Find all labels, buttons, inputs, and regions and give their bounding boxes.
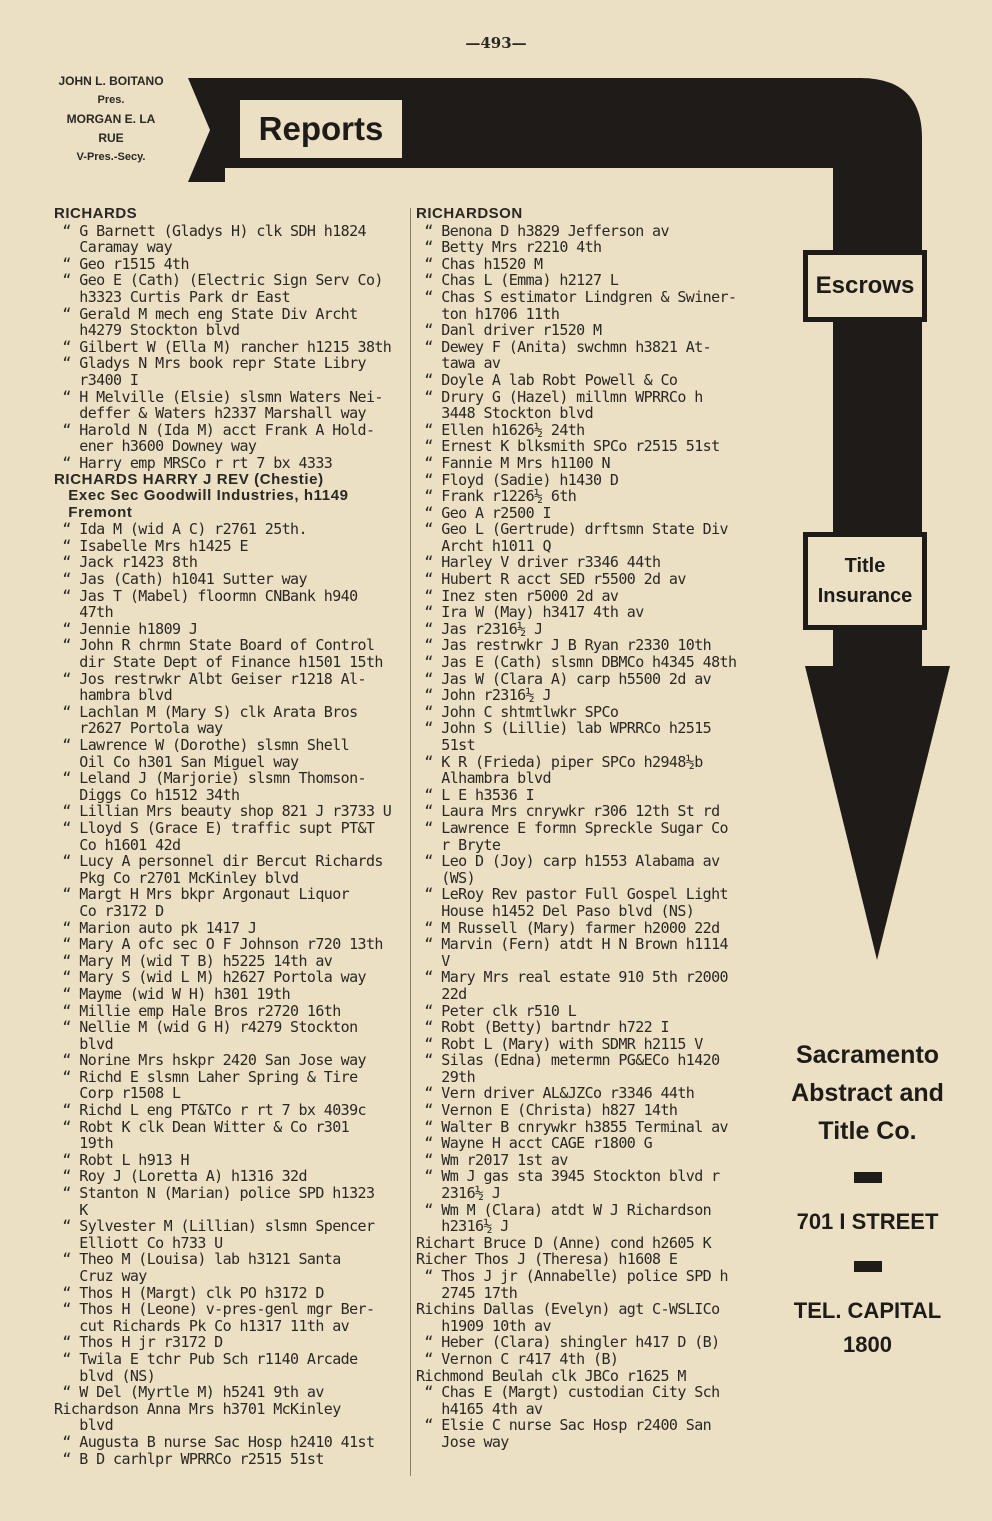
page-number: —493— [465, 34, 527, 52]
directory-entry: “ Harley V driver r3346 44th [416, 553, 661, 572]
directory-entry: “ Wm r2017 1st av [416, 1150, 568, 1169]
directory-entry: “ John r2316½ J [416, 686, 551, 705]
directory-entry: “ Harold N (Ida M) acct Frank A Hold- ener h3600 Downey way [62, 420, 375, 456]
directory-entry: “ Leo D (Joy) carp h1553 Alabama av (WS) [424, 852, 720, 887]
directory-entry: “ Margt H Mrs bkpr Argonaut Liquor Co r3172 D [62, 885, 350, 920]
ad-street: 701 I STREET [796, 1209, 939, 1234]
directory-entry: “ Jas restrwkr J B Ryan r2330 10th [416, 636, 712, 655]
directory-entry: “ Lawrence W (Dorothe) slsmn Shell Oil Co h301 San Miguel way [62, 736, 350, 771]
directory-entry: “ Fannie M Mrs h1100 N [416, 453, 610, 472]
directory-entry: “ L E h3536 I [416, 785, 535, 804]
directory-entry: “ Geo L (Gertrude) drftsmn State Div Archt h1011 Q [424, 520, 728, 555]
directory-entry: “ Benona D h3829 Jefferson av [416, 221, 669, 240]
directory-entry: “ Lachlan M (Mary S) clk Arata Bros r2627 Portola way [62, 702, 358, 738]
directory-entry: “ Geo r1515 4th [54, 254, 189, 273]
directory-entry: “ Chas S estimator Lindgren & Swiner- ton h1706 11th [424, 287, 737, 323]
directory-entry: “ Mary M (wid T B) h5225 14th av [54, 951, 333, 970]
vice-president-title: V-Pres.-Secy. [76, 151, 146, 163]
directory-entry: “ Norine Mrs hskpr 2420 San Jose way [54, 1051, 366, 1070]
directory-entry: “ Ida M (wid A C) r2761 25th. [54, 520, 307, 539]
directory-entry: “ Lucy A personnel dir Bercut Richards Pkg Co r2701 McKinley blvd [62, 852, 383, 887]
directory-entry: Richmond Beulah clk JBCo r1625 M [416, 1366, 686, 1385]
directory-entry: “ Twila E tchr Pub Sch r1140 Arcade blvd (NS) [62, 1349, 358, 1385]
directory-entry: “ K R (Frieda) piper SPCo h2948½b Alhambra blvd [424, 752, 703, 788]
directory-entry: “ Lawrence E formn Spreckle Sugar Co r Bryte [424, 818, 728, 854]
directory-entry: “ Leland J (Marjorie) slsmn Thomson- Diggs Co h1512 34th [62, 769, 366, 804]
directory-entry: Richer Thos J (Theresa) h1608 E [416, 1250, 678, 1269]
directory-entry: “ Mary Mrs real estate 910 5th r2000 22d [424, 968, 728, 1003]
directory-entry: “ Jack r1423 8th [54, 553, 198, 572]
arrow-head [805, 666, 950, 960]
directory-entry: “ Dewey F (Anita) swchmn h3821 At- tawa av [424, 337, 712, 373]
directory-entry: “ G Barnett (Gladys H) clk SDH h1824 Caramay way [62, 221, 366, 257]
directory-entry: “ Jos restrwkr Albt Geiser r1218 Al- hambra blvd [62, 669, 366, 705]
directory-entry: RICHARDS HARRY J REV (Chestie) Exec Sec Goodwill Industries, h1149 Fremont [54, 470, 349, 521]
directory-entry: “ Ira W (May) h3417 4th av [416, 603, 644, 622]
directory-entry: “ M Russell (Mary) farmer h2000 22d [416, 918, 720, 937]
directory-entry: “ Robt L (Mary) with SDMR h2115 V [416, 1034, 703, 1053]
directory-entry: “ Peter clk r510 L [416, 1001, 577, 1020]
directory-entry: “ Chas L (Emma) h2127 L [416, 271, 619, 290]
directory-entry: “ Sylvester M (Lillian) slsmn Spencer Elliott Co h733 U [62, 1217, 375, 1252]
directory-entry: “ Nellie M (wid G H) r4279 Stockton blvd [62, 1018, 358, 1053]
directory-entry: “ Frank r1226½ 6th [416, 487, 577, 506]
directory-entry: RICHARDS [54, 205, 138, 222]
directory-entry: “ Gilbert W (Ella M) rancher h1215 38th [54, 337, 392, 356]
directory-entry: “ Millie emp Hale Bros r2720 16th [54, 1001, 341, 1020]
ad-company: Sacramento Abstract and Title Co. [791, 1041, 944, 1145]
directory-entry: “ Augusta B nurse Sac Hosp h2410 41st [54, 1432, 375, 1451]
directory-entry: “ Lloyd S (Grace E) traffic supt PT&T Co h1601 42d [62, 818, 375, 854]
directory-entry: Richins Dallas (Evelyn) agt C-WSLICo h1909 10th av [416, 1300, 720, 1335]
directory-entry: “ Richd L eng PT&TCo r rt 7 bx 4039c [54, 1101, 366, 1120]
directory-column-left [54, 206, 406, 1467]
directory-entry: “ Jas E (Cath) slsmn DBMCo h4345 48th [416, 653, 737, 672]
president-name: JOHN L. BOITANO [58, 74, 164, 88]
directory-entry: “ Thos H jr r3172 D [54, 1333, 223, 1352]
directory-entry: “ Wayne H acct CAGE r1800 G [416, 1134, 653, 1153]
directory-entry: “ W Del (Myrtle M) h5241 9th av [54, 1383, 324, 1402]
escrows-sign: Escrows [803, 250, 927, 322]
directory-entry: “ Gladys N Mrs book repr State Libry r3400 I [62, 354, 366, 389]
directory-entry: “ Jas W (Clara A) carp h5500 2d av [416, 669, 712, 688]
directory-entry: “ Drury G (Hazel) millmn WPRRCo h 3448 Stockton blvd [424, 387, 703, 423]
directory-entry: “ Heber (Clara) shingler h417 D (B) [416, 1333, 720, 1352]
directory-entry: “ Wm J gas sta 3945 Stockton blvd r 2316½ J [424, 1167, 720, 1203]
ad-divider [854, 1172, 882, 1183]
directory-entry: “ Isabelle Mrs h1425 E [54, 536, 248, 555]
directory-entry: “ Silas (Edna) metermn PG&ECo h1420 29th [424, 1051, 720, 1086]
directory-entry: “ Geo A r2500 I [416, 503, 551, 522]
directory-entry: “ Richd E slsmn Laher Spring & Tire Corp r1508 L [62, 1067, 358, 1103]
title-insurance-sign: Title Insurance [803, 532, 927, 630]
directory-column-right [416, 206, 778, 1451]
directory-entry: “ Danl driver r1520 M [416, 321, 602, 340]
directory-entry: “ Stanton N (Marian) police SPD h1323 K [62, 1184, 375, 1219]
directory-entry: “ Roy J (Loretta A) h1316 32d [54, 1167, 307, 1186]
directory-entry: “ Vern driver AL&JZCo r3346 44th [416, 1084, 695, 1103]
directory-entry: “ Harry emp MRSCo r rt 7 bx 4333 [54, 453, 333, 472]
directory-entry: “ Gerald M mech eng State Div Archt h4279 Stockton blvd [62, 304, 358, 340]
directory-entry: “ Ellen h1626½ 24th [416, 420, 585, 439]
ad-telephone: TEL. CAPITAL 1800 [793, 1298, 942, 1357]
directory-entry: “ Chas h1520 M [416, 254, 543, 273]
directory-entry: “ Thos H (Leone) v-pres-genl mgr Ber- cut Richards Pk Co h1317 11th av [62, 1300, 375, 1335]
column-divider [410, 208, 411, 1476]
directory-entry: “ John C shtmtlwkr SPCo [416, 702, 619, 721]
directory-entry: “ Doyle A lab Robt Powell & Co [416, 370, 678, 389]
directory-entry: “ Robt K clk Dean Witter & Co r301 19th [62, 1117, 350, 1153]
directory-entry: “ John S (Lillie) lab WPRRCo h2515 51st [424, 719, 712, 754]
directory-entry: “ Robt L h913 H [54, 1150, 189, 1169]
directory-entry: “ B D carhlpr WPRRCo r2515 51st [54, 1449, 324, 1468]
vice-president-name: MORGAN E. LA RUE [66, 112, 156, 145]
directory-entry: “ Vernon E (Christa) h827 14th [416, 1101, 678, 1120]
reports-sign: Reports [236, 96, 406, 162]
directory-entry: “ Hubert R acct SED r5500 2d av [416, 570, 686, 589]
directory-entry: “ Betty Mrs r2210 4th [416, 238, 602, 257]
directory-entry: RICHARDSON [416, 205, 523, 222]
ad-divider [854, 1261, 882, 1272]
directory-entry: “ Jas (Cath) h1041 Sutter way [54, 570, 307, 589]
directory-entry: “ Geo E (Cath) (Electric Sign Serv Co) h3323 Curtis Park dr East [62, 271, 383, 306]
directory-entry: Richardson Anna Mrs h3701 McKinley blvd [54, 1399, 341, 1435]
directory-entry: “ Chas E (Margt) custodian City Sch h4165 4th av [424, 1383, 720, 1418]
directory-entry: “ Marion auto pk 1417 J [54, 918, 257, 937]
directory-entry: “ Floyd (Sadie) h1430 D [416, 470, 619, 489]
directory-entry: “ Thos H (Margt) clk PO h3172 D [54, 1283, 324, 1302]
directory-entry: “ John R chrmn State Board of Control dir State Dept of Finance h1501 15th [62, 636, 383, 672]
directory-entry: Richart Bruce D (Anne) cond h2605 K [416, 1233, 712, 1252]
directory-entry: “ Jas T (Mabel) floormn CNBank h940 47th [62, 586, 358, 622]
directory-entry: “ Inez sten r5000 2d av [416, 586, 619, 605]
directory-entry: “ Robt (Betty) bartndr h722 I [416, 1018, 669, 1037]
directory-entry: “ Ernest K blksmith SPCo r2515 51st [416, 437, 720, 456]
directory-entry: “ H Melville (Elsie) slsmn Waters Nei- deffer & Waters h2337 Marshall way [62, 387, 383, 423]
directory-entry: “ Lillian Mrs beauty shop 821 J r3733 U [54, 802, 392, 821]
directory-entry: “ Vernon C r417 4th (B) [416, 1349, 619, 1368]
directory-entry: “ Jas r2316½ J [416, 619, 543, 638]
directory-entry: “ Mayme (wid W H) h301 19th [54, 984, 291, 1003]
directory-entry: “ Jennie h1809 J [54, 619, 198, 638]
directory-entry: “ Marvin (Fern) atdt H N Brown h1114 V [424, 935, 728, 970]
directory-entry: “ Wm M (Clara) atdt W J Richardson h2316½ J [424, 1200, 712, 1236]
directory-entry: “ Thos J jr (Annabelle) police SPD h 2745 17th [424, 1267, 728, 1302]
directory-entry: “ Mary A ofc sec O F Johnson r720 13th [54, 935, 383, 954]
directory-entry: “ Walter B cnrywkr h3855 Terminal av [416, 1117, 728, 1136]
directory-entry: “ Laura Mrs cnrywkr r306 12th St rd [416, 802, 720, 821]
advertisement [785, 1036, 950, 1362]
directory-entry: “ Elsie C nurse Sac Hosp r2400 San Jose way [424, 1416, 712, 1451]
president-title: Pres. [97, 94, 125, 106]
directory-entry: “ LeRoy Rev pastor Full Gospel Light House h1452 Del Paso blvd (NS) [424, 885, 728, 920]
directory-entry: “ Mary S (wid L M) h2627 Portola way [54, 968, 366, 987]
directory-entry: “ Theo M (Louisa) lab h3121 Santa Cruz way [62, 1250, 341, 1285]
